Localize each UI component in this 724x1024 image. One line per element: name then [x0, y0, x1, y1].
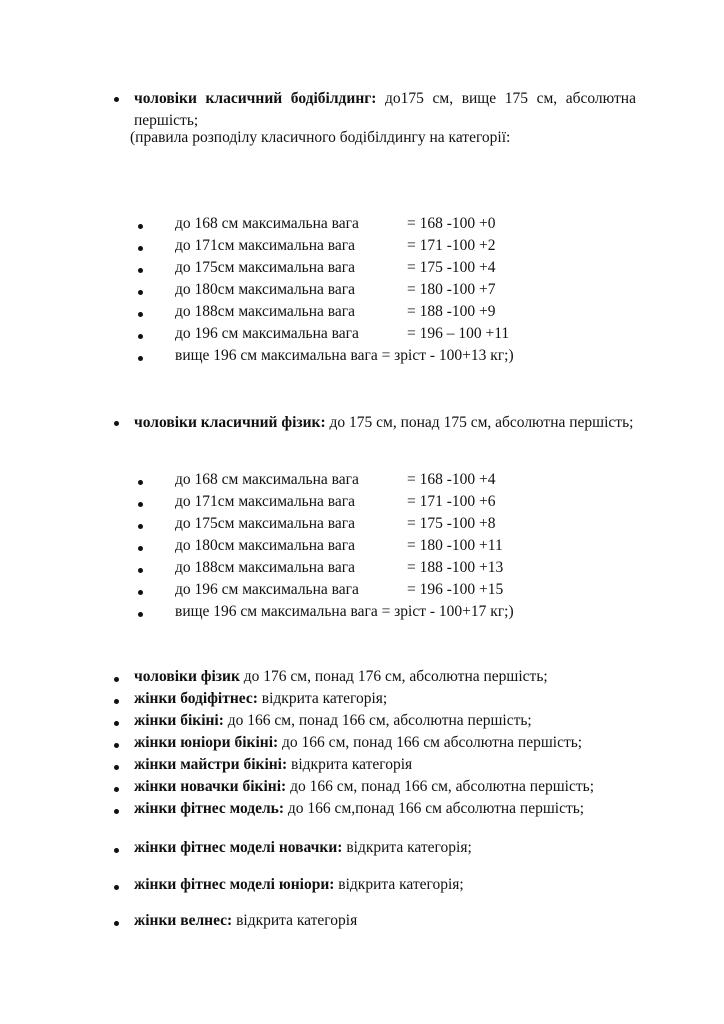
category-text: відкрита категорія;: [342, 839, 472, 856]
category-text: до 166 см, понад 166 см, абсолютна першість;: [223, 712, 532, 729]
row-formula: = 180 -100 +7: [407, 281, 496, 298]
row-formula: = 171 -100 +2: [407, 237, 496, 254]
section1-title: чоловіки класичний бодібілдинг:: [134, 90, 377, 107]
row-formula: = 168 -100 +0: [407, 215, 496, 232]
category-line: [134, 732, 582, 754]
category-line: [134, 798, 584, 820]
category-line: [134, 666, 548, 688]
bullet: [114, 885, 119, 890]
bullet: [114, 699, 119, 704]
row-label: до 188см максимальна вага: [175, 303, 356, 320]
row-label: до 196 см максимальна вага: [175, 325, 359, 342]
section2-title: чоловіки класичний фізик:: [134, 414, 326, 431]
bullet: [138, 568, 143, 573]
bullet: [138, 224, 143, 229]
category-text: відкрита категорія: [287, 756, 413, 773]
bullet: [138, 546, 143, 551]
bullet: [114, 677, 119, 682]
category-text: до 176 см, понад 176 см, абсолютна першість;: [239, 668, 548, 685]
category-text: до 166 см, понад 166 см, абсолютна першість;: [286, 778, 595, 795]
row-formula: = 168 -100 +4: [407, 471, 496, 488]
row-label: вище 196 см максимальна вага = зріст - 100+17 кг;): [175, 603, 514, 620]
bullet: [138, 334, 143, 339]
row-formula: = 188 -100 +13: [407, 559, 504, 576]
bullet: [138, 356, 143, 361]
section2-text: до 175 см, понад 175 см, абсолютна першість;: [325, 414, 634, 431]
category-line: [134, 776, 594, 798]
bullet: [138, 290, 143, 295]
category-text: відкрита категорія: [232, 912, 358, 929]
category-text: до 166 см, понад 166 см абсолютна першість;: [278, 734, 583, 751]
section1-note: (правила розподілу класичного бодібілдингу на категорії:: [130, 129, 511, 146]
category-title: жінки бодіфітнес:: [134, 690, 258, 707]
category-title: жінки фітнес моделі юніори:: [134, 876, 335, 893]
row-label: до 175см максимальна вага: [175, 259, 356, 276]
section1-text: до175 см, вище 175 см, абсолютна першість;: [134, 90, 636, 129]
bullet: [114, 721, 119, 726]
category-title: жінки юніори бікіні:: [134, 734, 279, 751]
category-title: жінки фітнес модель:: [134, 800, 285, 817]
category-title: жінки бікіні:: [134, 712, 224, 729]
bullet: [114, 809, 119, 814]
row-label: до 171см максимальна вага: [175, 237, 356, 254]
row-label: до 171см максимальна вага: [175, 493, 356, 510]
bullet: [114, 743, 119, 748]
row-label: до 180см максимальна вага: [175, 537, 356, 554]
row-formula: = 196 – 100 +11: [407, 325, 510, 342]
category-line: [134, 837, 472, 859]
bullet: [138, 268, 143, 273]
category-line: [134, 910, 357, 932]
category-title: жінки фітнес моделі новачки:: [134, 839, 343, 856]
bullet: [114, 848, 119, 853]
category-line: [134, 710, 532, 732]
bullet: [138, 612, 143, 617]
bullet: [138, 524, 143, 529]
row-formula: = 171 -100 +6: [407, 493, 496, 510]
category-line: [134, 754, 412, 776]
category-line: [134, 874, 464, 896]
row-label: до 168 см максимальна вага: [175, 471, 359, 488]
row-formula: = 180 -100 +11: [407, 537, 503, 554]
section1-paragraph: [134, 88, 636, 132]
bullet: [114, 765, 119, 770]
bullet: [138, 246, 143, 251]
bullet: [138, 502, 143, 507]
category-line: [134, 688, 387, 710]
row-label: вище 196 см максимальна вага = зріст - 100+13 кг;): [175, 347, 514, 364]
section2-paragraph: [134, 412, 636, 434]
row-formula: = 188 -100 +9: [407, 303, 496, 320]
bullet: [114, 421, 119, 426]
category-title: жінки майстри бікіні:: [134, 756, 288, 773]
row-formula: = 175 -100 +4: [407, 259, 496, 276]
category-text: до 166 см,понад 166 см абсолютна першість;: [284, 800, 585, 817]
row-label: до 180см максимальна вага: [175, 281, 356, 298]
category-title: жінки новачки бікіні:: [134, 778, 287, 795]
bullet: [138, 590, 143, 595]
bullet: [138, 312, 143, 317]
bullet: [114, 97, 119, 102]
row-formula: = 175 -100 +8: [407, 515, 496, 532]
row-label: до 196 см максимальна вага: [175, 581, 359, 598]
row-label: до 168 см максимальна вага: [175, 215, 359, 232]
row-formula: = 196 -100 +15: [407, 581, 504, 598]
category-title: жінки велнес:: [134, 912, 233, 929]
row-label: до 175см максимальна вага: [175, 515, 356, 532]
bullet: [114, 787, 119, 792]
category-text: відкрита категорія;: [334, 876, 464, 893]
bullet: [114, 921, 119, 926]
bullet: [138, 480, 143, 485]
row-label: до 188см максимальна вага: [175, 559, 356, 576]
category-text: відкрита категорія;: [257, 690, 388, 707]
category-title: чоловіки фізик: [134, 668, 240, 685]
